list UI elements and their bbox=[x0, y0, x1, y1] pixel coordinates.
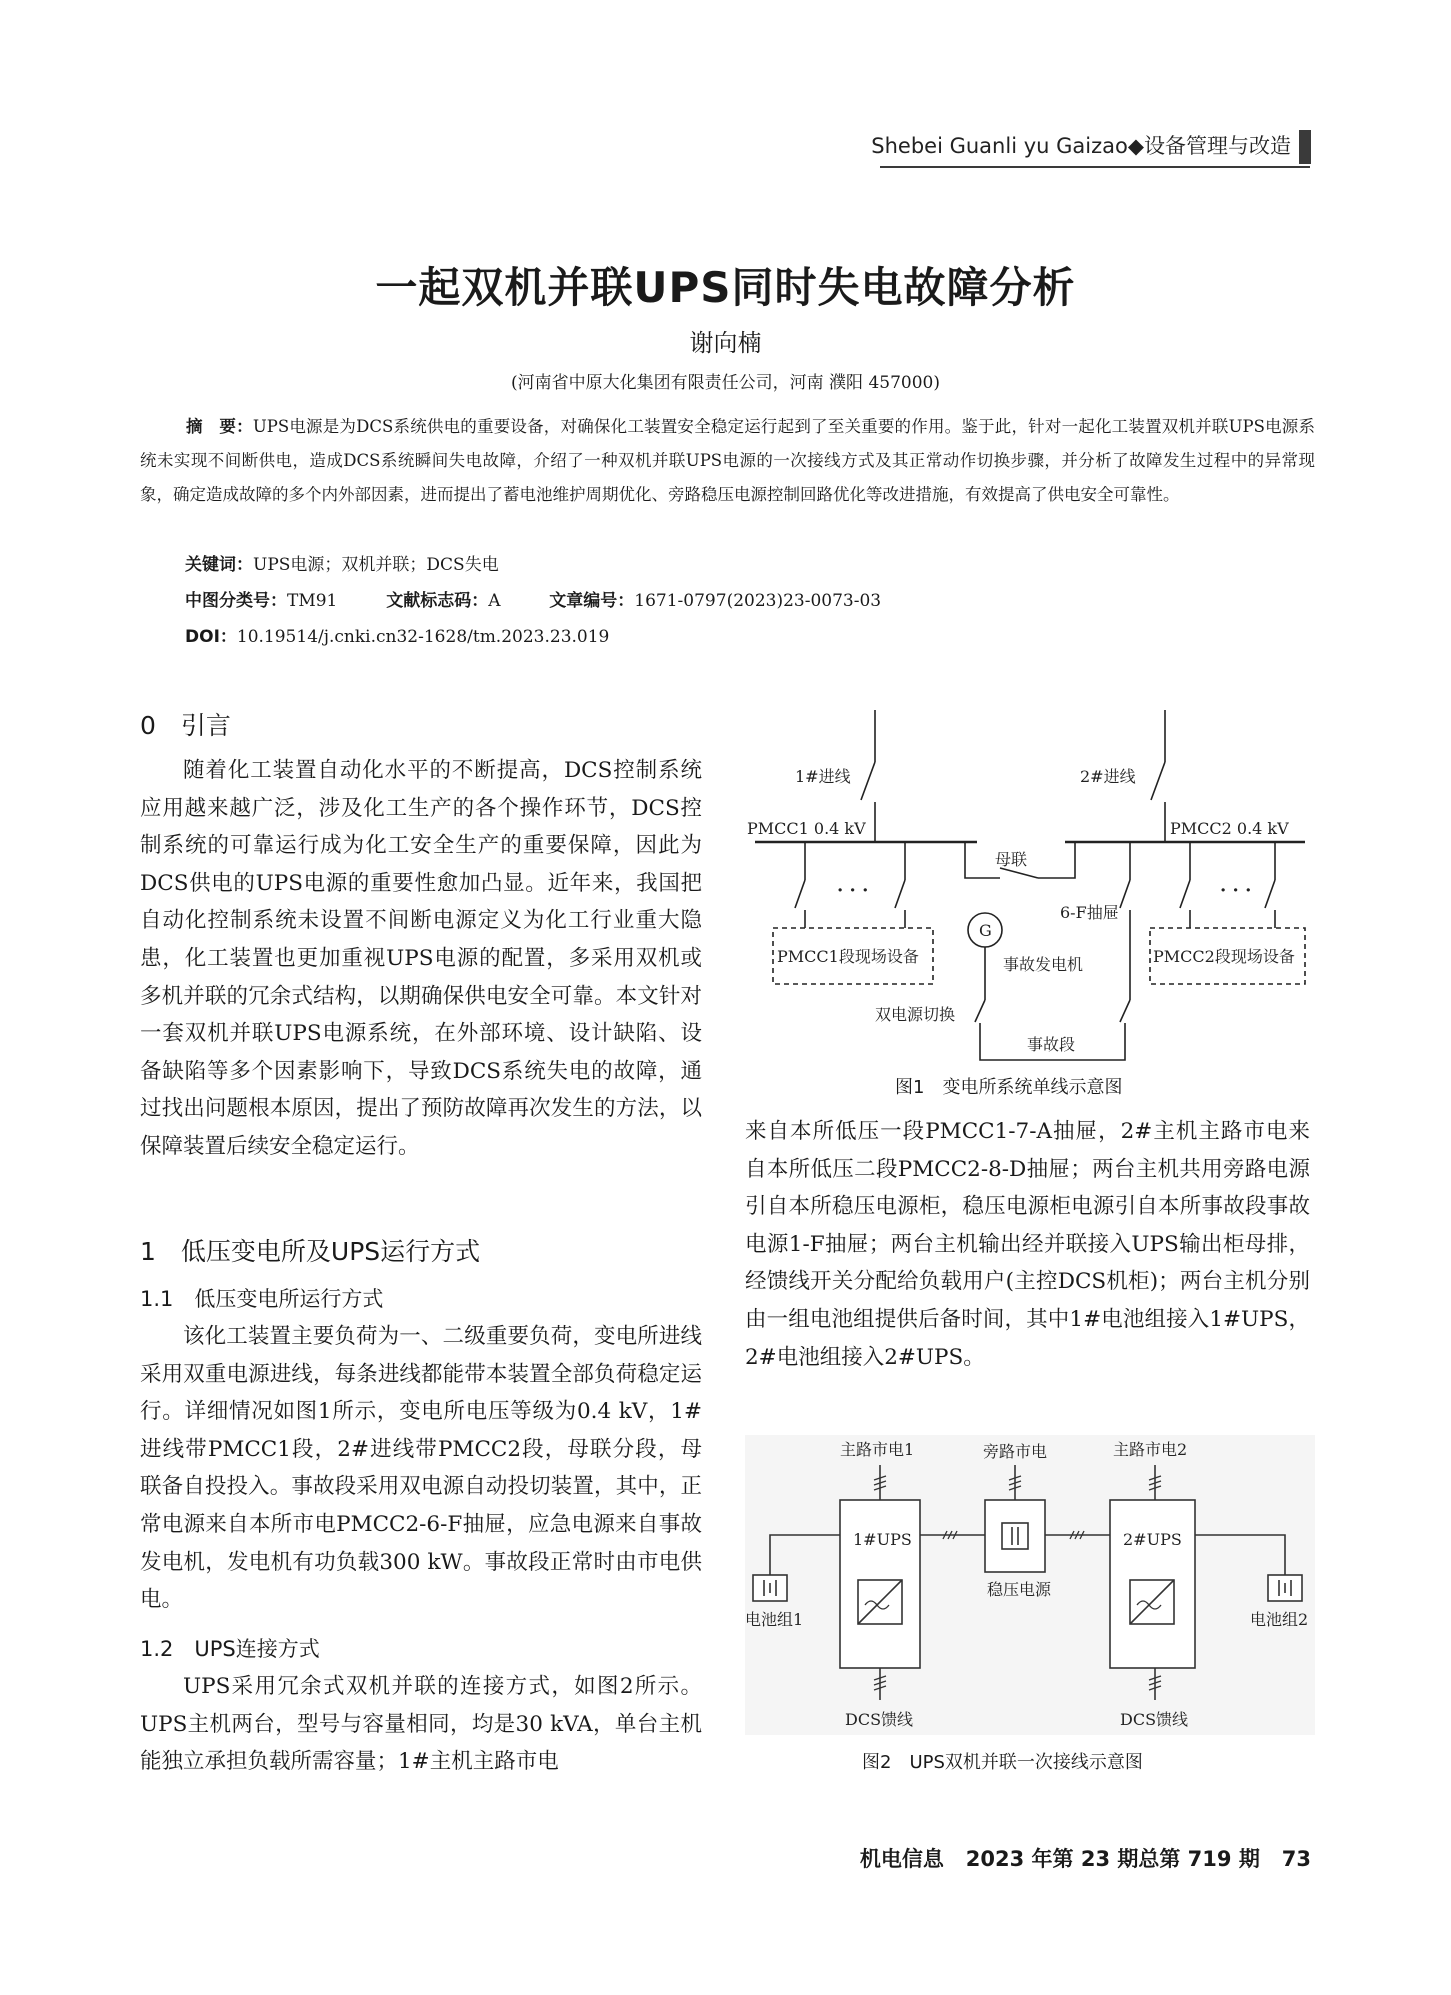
page-footer bbox=[860, 1843, 1311, 1873]
paper-title: 一起双机并联UPS同时失电故障分析 bbox=[375, 263, 1076, 312]
fig1-field2-label: PMCC2段现场设备 bbox=[1153, 947, 1295, 966]
fig2-main2-label: 主路市电2 bbox=[1113, 1440, 1188, 1459]
paper-affiliation: (河南省中原大化集团有限责任公司，河南 濮阳 457000) bbox=[511, 373, 940, 393]
header-rule bbox=[880, 166, 1310, 168]
section-0-paragraph: 随着化工装置自动化水平的不断提高，DCS控制系统应用越来越广泛，涉及化工生产的各个操作环节，DCS控制系统的可靠运行成为化工安全生产的重要保障，因此为DCS供电的UPS电源的重要性愈加凸显。近年来，我国把自动化控制系统未设置不间断电源定义为化工行业重大隐患，化工装置也更加重视UPS电源的配置，多采用双机或多机并联的冗余式结构，以期确保供电安全可靠。本文针对一套双机并联UPS电源系统，在外部环境、设计缺陷、设备缺陷等多个因素影响下，导致DCS系统失电的故障，通过找出问题根本原因，提出了预防故障再次发生的方法，以保障装置后续安全稳定运行。 bbox=[140, 758, 702, 1159]
bus-tie-right bbox=[1038, 842, 1075, 878]
figure-1-caption: 图1 变电所系统单线示意图 bbox=[895, 1077, 1123, 1098]
article-no-value: 1671-0797(2023)23-0073-03 bbox=[634, 591, 882, 611]
paper-author: 谢向楠 bbox=[689, 329, 762, 357]
section-1-1-heading: 1.1 低压变电所运行方式 bbox=[140, 1287, 384, 1311]
fig1-incoming1-label: 1#进线 bbox=[795, 767, 851, 786]
diamond-icon: ◆ bbox=[1127, 134, 1144, 158]
incoming2-switch bbox=[1151, 762, 1165, 800]
figure-1-diagram bbox=[745, 700, 1315, 1070]
fig1-incoming2-label: 2#进线 bbox=[1080, 767, 1136, 786]
doi-line bbox=[185, 622, 609, 647]
abstract-label: 摘 要： bbox=[186, 417, 253, 436]
section-1-2-paragraph: UPS采用冗余式双机并联的连接方式，如图2所示。UPS主机两台，型号与容量相同，均是30 kVA，单台主机能独立承担负载所需容量；1#主机主路市电 bbox=[140, 1674, 702, 1775]
fig1-bus1-label: PMCC1 0.4 kV bbox=[747, 819, 866, 838]
article-no-label: 文章编号： bbox=[549, 591, 635, 611]
fig2-bypass-label: 旁路市电 bbox=[983, 1442, 1048, 1461]
keywords: UPS电源；双机并联；DCS失电 bbox=[253, 555, 499, 575]
fig1-drawer-label: 6-F抽屉 bbox=[1060, 903, 1119, 922]
fig2-feeder2-label: DCS馈线 bbox=[1120, 1710, 1189, 1729]
classification-line bbox=[185, 586, 881, 611]
page-number: 73 bbox=[1281, 1847, 1311, 1871]
fig2-battery1-label: 电池组1 bbox=[745, 1610, 804, 1629]
ats-switch-left bbox=[975, 1000, 985, 1022]
fig1-bus2-label: PMCC2 0.4 kV bbox=[1170, 819, 1289, 838]
fig1-ats-label: 双电源切换 bbox=[875, 1005, 956, 1024]
stabilizer-box bbox=[985, 1500, 1045, 1572]
ups2-box bbox=[1110, 1500, 1195, 1668]
header-bar bbox=[1299, 130, 1311, 164]
ups1-box bbox=[840, 1500, 920, 1668]
fig2-ups2-label: 2#UPS bbox=[1123, 1530, 1182, 1549]
incoming1-switch bbox=[861, 762, 875, 800]
fig1-emergency-label: 事故段 bbox=[1027, 1035, 1076, 1054]
clc-value: TM91 bbox=[287, 591, 338, 611]
fig2-battery2-label: 电池组2 bbox=[1250, 1610, 1309, 1629]
section-1-1-paragraph: 该化工装置主要负荷为一、二级重要负荷，变电所进线采用双重电源进线，每条进线都能带本装置全部负荷稳定运行。详细情况如图1所示，变电所电压等级为0.4 kV，1#进线带PMCC1段，2#进线带PMCC2段，母联分段，母联备自投投入。事故段采用双电源自动投切装置，其中，正常电源来自本所市电PMCC2-6-F抽屉，应急电源来自事故发电机，发电机有功负载300 kW。事故段正常时由市电供电。 bbox=[140, 1324, 702, 1613]
footer-journal: 机电信息 bbox=[859, 1847, 944, 1871]
doc-code-value: A bbox=[488, 591, 501, 611]
fig1-field1-label: PMCC1段现场设备 bbox=[777, 947, 919, 966]
figure-2-diagram bbox=[745, 1435, 1315, 1735]
fig2-ups1-label: 1#UPS bbox=[853, 1530, 912, 1549]
abstract-text: UPS电源是为DCS系统供电的重要设备，对确保化工装置安全稳定运行起到了至关重要的作用。鉴于此，针对一起化工装置双机并联UPS电源系统未实现不间断供电，造成DCS系统瞬间失电故障，介绍了一种双机并联UPS电源的一次接线方式及其正常动作切换步骤，并分析了故障发生过程中的异常现象，确定造成故障的多个内外部因素，进而提出了蓄电池维护周期优化、旁路稳压电源控制回路优化等改进措施，有效提高了供电安全可靠性。 bbox=[140, 417, 1316, 504]
footer-issue: 2023 年第 23 期总第 719 期 bbox=[965, 1847, 1260, 1871]
section-1-2-heading: 1.2 UPS连接方式 bbox=[140, 1637, 320, 1661]
fig2-feeder1-label: DCS馈线 bbox=[845, 1710, 914, 1729]
keywords-label: 关键词： bbox=[185, 555, 253, 575]
fig1-ellipsis-left: · · · bbox=[837, 880, 869, 901]
fig1-generator-symbol: G bbox=[979, 921, 992, 940]
doi-value: 10.19514/j.cnki.cn32-1628/tm.2023.23.019 bbox=[236, 627, 610, 647]
section-1-heading: 1 低压变电所及UPS运行方式 bbox=[140, 1237, 481, 1266]
figure-2-caption: 图2 UPS双机并联一次接线示意图 bbox=[862, 1752, 1143, 1773]
running-header bbox=[871, 130, 1311, 164]
section-name: 设备管理与改造 bbox=[1144, 134, 1291, 158]
fig2-main1-label: 主路市电1 bbox=[840, 1440, 915, 1459]
abstract bbox=[140, 410, 1315, 512]
fig1-bus-tie-label: 母联 bbox=[995, 850, 1028, 869]
doc-code-label: 文献标志码： bbox=[386, 591, 489, 611]
clc-label: 中图分类号： bbox=[185, 591, 287, 611]
bus-tie-switch bbox=[1000, 868, 1038, 878]
fig2-stabilizer-label: 稳压电源 bbox=[987, 1580, 1052, 1599]
fig1-ellipsis-right: · · · bbox=[1220, 880, 1252, 901]
doi-label: DOI： bbox=[185, 627, 237, 647]
fig1-generator-label: 事故发电机 bbox=[1003, 955, 1084, 974]
ats-switch-right bbox=[1120, 1000, 1130, 1022]
section-0-heading: 0 引言 bbox=[140, 711, 231, 740]
journal-pinyin: Shebei Guanli yu Gaizao bbox=[871, 134, 1128, 158]
right-column-paragraph: 来自本所低压一段PMCC1-7-A抽屉，2#主机主路市电来自本所低压二段PMCC2-8-D抽屉；两台主机共用旁路电源引自本所稳压电源柜，稳压电源柜电源引自本所事故段事故电源1-F抽屉；两台主机输出经并联接入UPS输出柜母排，经馈线开关分配给负载用户(主控DCS机柜)；两台主机分别由一组电池组提供后备时间，其中1#电池组接入1#UPS，2#电池组接入2#UPS。 bbox=[745, 1119, 1310, 1370]
keywords-line bbox=[185, 550, 499, 575]
